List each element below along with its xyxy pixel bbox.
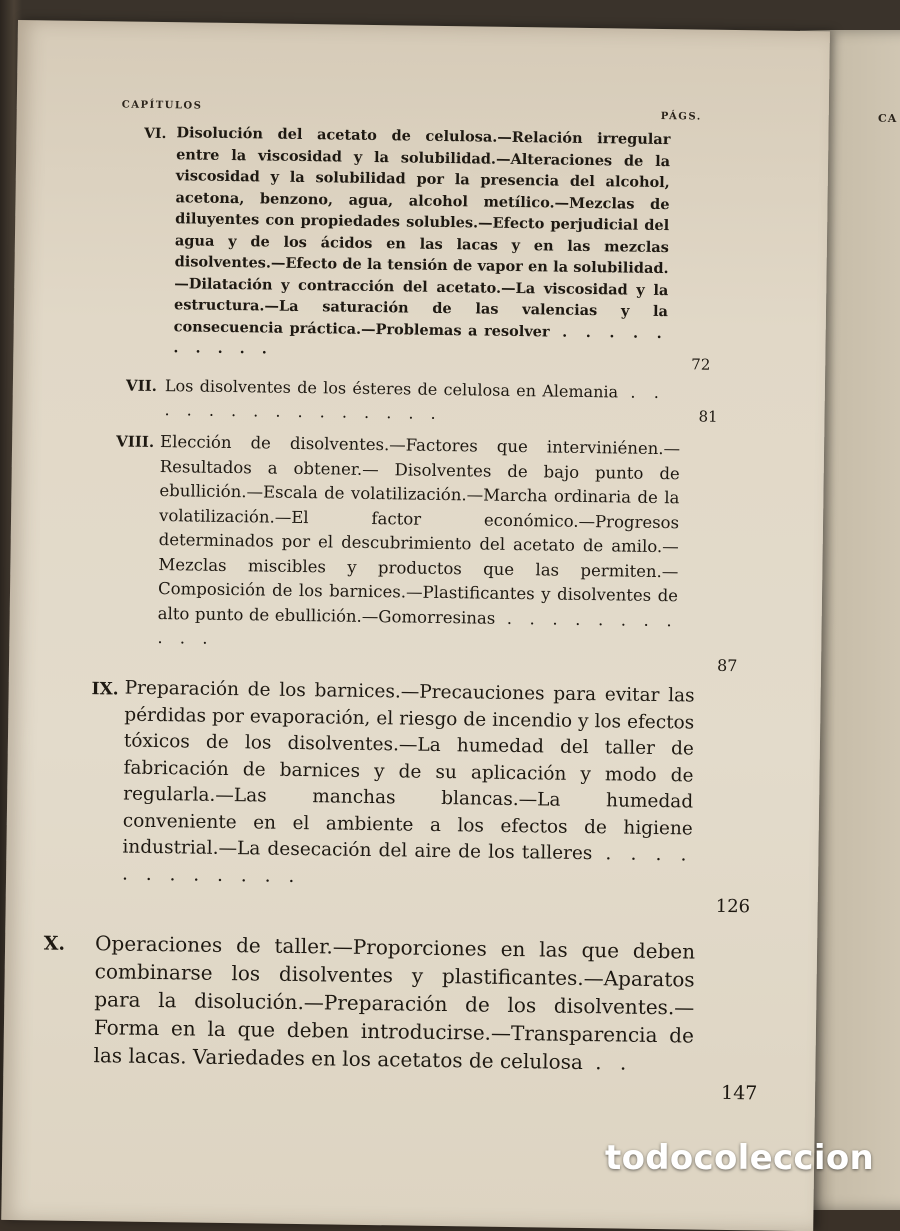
page-number: 81 [698,407,718,426]
chapter-summary: Elección de disolventes.—Factores que interviniénen.— Resultados a obtener.— Disolventes de bajo punto de ebullición.—Escala de volatilización.—Marcha ordinaria de la volatilización.—El factor económico.—Progresos determinados por el descubrimiento del acetato de amilo.—Mezclas miscibles y productos que las permiten.—Composición de los barnices.—Plastificantes y disolventes de alto punto de ebullición.—Gomorresinas . . . . . . . . . . . [157,432,681,648]
chapter-summary: Preparación de los barnices.—Precauciones para evitar las pérdidas por evaporación, el riesgo de incendio y los efectos tóxicos de los disolventes.—La humedad del taller de fabricación de barnices y de su aplicación y modo de regularla.—Las manchas blancas.—La humedad conveniente en el ambiente a los efectos de higiene industrial.—La desecación del aire de los talleres . . . . . . . . . . . . [121,677,695,887]
chapter-summary: Operaciones de taller.—Proporciones en las que deben combinarse los disolventes y plastificantes.—Aparatos para la disolución.—Preparación de los disolventes.—Forma en la que deben introducirse.—Transparencia de las lacas. Variedades en los acetatos de celulosa . . [93,931,696,1075]
page-number: 147 [720,1081,758,1105]
page-number: 72 [691,355,711,374]
book-page [1,20,830,1231]
facing-page-header: CA [878,112,898,125]
chapter-number: X. [43,932,66,955]
chapters-label: CAPÍTULOS [121,99,203,112]
chapter-number: VII. [125,376,158,395]
chapter-number: VI. [144,125,167,143]
page-number: 87 [716,655,738,676]
chapter-summary: Disolución del acetato de celulosa.—Relación irregular entre la viscosidad y la solubilidad.—Alteraciones de la viscosidad y la solubilidad por la presencia del alcohol, acetona, benzono, agua, alcohol metílico.—Mezclas de diluyentes con propiedades solubles.—Efecto perjudicial del agua y de los ácidos en las lacas y en las mezclas disolventes.—Efecto de la tensión de vapor en la solubilidad.—Dilatación y contracción del acetato.—La viscosidad y la estructura.—La saturación de las valencias y la consecuencia práctica.—Problemas a resolver . . . . . . . . . . [173,124,671,358]
pages-label: PÁGS. [660,110,702,123]
chapter-summary: Los disolventes de los ésteres de celulosa en Alemania . . . . . . . . . . . . . . . [164,376,665,423]
chapter-number: IX. [91,679,119,700]
watermark-logo: todocoleccion [605,1138,874,1178]
page-number: 126 [715,895,751,918]
chapter-number: VIII. [116,432,155,451]
